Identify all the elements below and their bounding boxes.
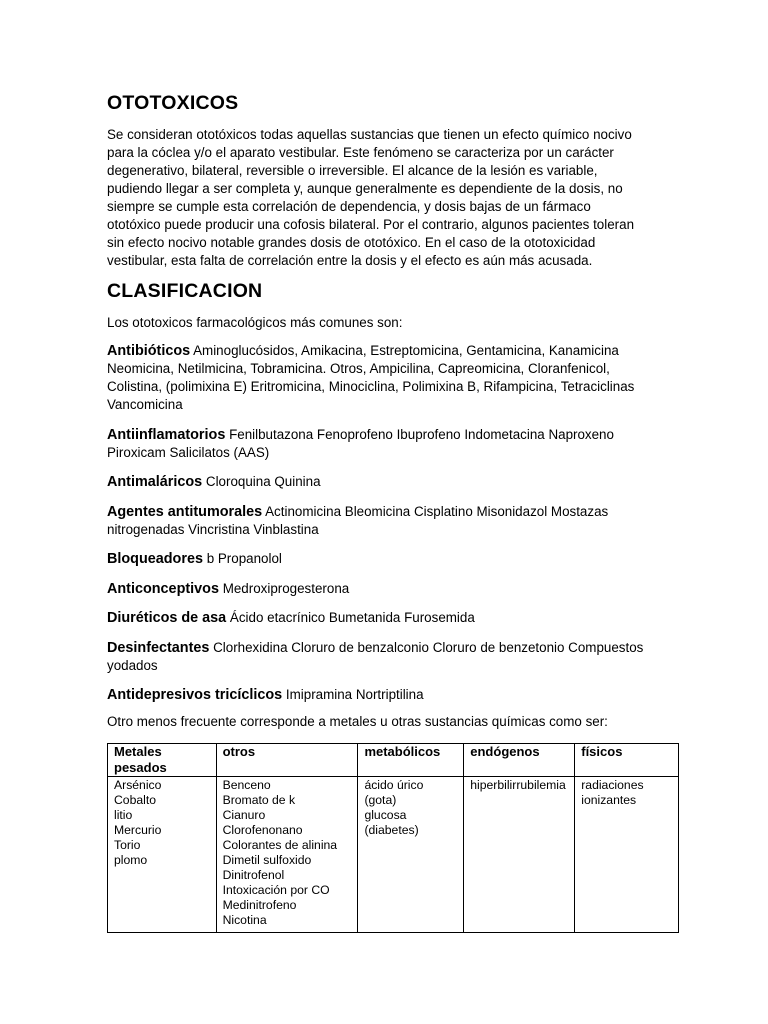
drug-class-text: Cloroquina Quinina	[205, 474, 321, 489]
drug-class-text: Ácido etacrínico Bumetanida Furosemida	[229, 610, 475, 625]
cell-item: plomo	[114, 853, 148, 867]
header-metales-pesados: Metales pesados	[108, 744, 217, 777]
drug-class-text: Aminoglucósidos, Amikacina, Estreptomicina, Gentamicina, Kanamicina Neomicina, Netilmicina, Tobramicina. Otros, Ampicilina, Capreomicina, Cloranfenicol, Colistina, (polimixina E) Eritromicina, Minociclina, Polimixina B, Rifampicina, Tetraciclinas Vancomicina	[107, 343, 635, 412]
drug-class-term: Antibióticos	[107, 343, 191, 359]
intro-paragraph: Se consideran ototóxicos todas aquellas sustancias que tienen un efecto químico nocivo para la cóclea y/o el aparato vestibular. Este fenómeno se caracteriza por un carácter degenerativo, bilateral, reversible o irreversible. El alcance de la lesión es variable, pudiendo llegar a ser completa y, aunque generalmente es dependiente de la dosis, no siempre se cumple esta correlación de dependencia, y dosis bajas de un fármaco ototóxico puede producir una cofosis bilateral. Por el contrario, algunos pacientes toleran sin efecto nocivo notable grandes dosis de ototóxico. En el caso de la ototoxicidad vestibular, esta falta de correlación entre la dosis y el efecto es aún más acusada.	[107, 127, 635, 268]
cell-item: Medinitrofeno	[222, 898, 297, 912]
drug-class-list	[107, 342, 652, 716]
drug-class-entry	[107, 580, 652, 598]
table-row	[108, 777, 679, 933]
drug-class-entry	[107, 473, 652, 491]
cell-item: Bromato de k	[222, 793, 296, 807]
cell-item: Mercurio	[114, 823, 162, 837]
drug-class-entry	[107, 342, 652, 414]
table-header-row	[108, 744, 679, 777]
cell-item: Benceno	[222, 778, 271, 792]
drug-class-entry	[107, 550, 652, 568]
drug-class-text: Medroxiprogesterona	[222, 580, 350, 596]
header-metabolicos: metabólicos	[358, 744, 464, 777]
drug-class-term: Diuréticos de asa	[107, 610, 227, 626]
cell-item: (gota)	[364, 793, 397, 807]
drug-class-term: Agentes antitumorales	[107, 503, 263, 520]
drug-class-term: Antidepresivos tricíclicos	[107, 687, 283, 703]
drug-class-entry	[107, 426, 652, 462]
cell-item: Nicotina	[222, 913, 267, 927]
header-fisicos: físicos	[575, 744, 679, 777]
cell-item: radiaciones	[581, 778, 644, 792]
cell-item: Intoxicación por CO	[222, 883, 330, 897]
cell-item: ionizantes	[581, 793, 637, 807]
cell-otros	[216, 777, 358, 933]
others-intro: Otro menos frecuente corresponde a metales u otras sustancias químicas como ser:	[107, 714, 608, 729]
cell-item: Clorofenonano	[222, 823, 303, 837]
cell-item: Dimetil sulfoxido	[222, 853, 312, 867]
cell-item: Torio	[114, 838, 141, 852]
cell-fisicos	[575, 777, 679, 933]
cell-metabolicos	[358, 777, 464, 933]
page-title: OTOTOXICOS	[107, 92, 239, 114]
cell-item: Arsénico	[114, 778, 162, 792]
cell-item: Cobalto	[114, 793, 157, 807]
cell-item: hiperbilirrubilemia	[470, 778, 566, 792]
header-endogenos: endógenos	[464, 744, 575, 777]
cell-item: Dinitrofenol	[222, 868, 285, 882]
cell-item: Colorantes de alinina	[222, 838, 338, 852]
drug-class-entry	[107, 503, 652, 539]
drug-class-entry	[107, 609, 652, 627]
cell-item: ácido úrico	[364, 778, 424, 792]
header-otros: otros	[216, 744, 358, 777]
drug-class-text: Imipramina Nortriptilina	[285, 687, 424, 702]
drug-class-term: Anticonceptivos	[107, 580, 219, 597]
drug-class-text: Fenilbutazona Fenoprofeno Ibuprofeno Indometacina Naproxeno Piroxicam Salicilatos (AAS)	[107, 426, 614, 460]
drug-class-term: Bloqueadores	[107, 551, 203, 567]
classification-intro: Los ototoxicos farmacológicos más comunes son:	[107, 315, 403, 330]
ototoxic-substances-table	[107, 743, 679, 933]
cell-item: litio	[114, 808, 133, 822]
cell-endogenos	[464, 777, 575, 933]
cell-item: Cianuro	[222, 808, 266, 822]
drug-class-term: Antiinflamatorios	[107, 426, 226, 443]
drug-class-term: Antimaláricos	[107, 474, 203, 490]
drug-class-text: b Propanolol	[206, 551, 282, 566]
drug-class-entry	[107, 686, 652, 704]
cell-item: glucosa	[364, 808, 407, 822]
cell-item: (diabetes)	[364, 823, 419, 837]
drug-class-term: Desinfectantes	[107, 639, 210, 656]
drug-class-text: Actinomicina Bleomicina Cisplatino Misonidazol Mostazas nitrogenadas Vincristina Vinblastina	[107, 503, 609, 537]
drug-class-entry	[107, 639, 652, 675]
drug-class-text: Clorhexidina Cloruro de benzalconio Cloruro de benzetonio Compuestos yodados	[107, 639, 644, 673]
cell-metales-pesados	[108, 777, 217, 933]
classification-heading: CLASIFICACION	[107, 280, 263, 302]
